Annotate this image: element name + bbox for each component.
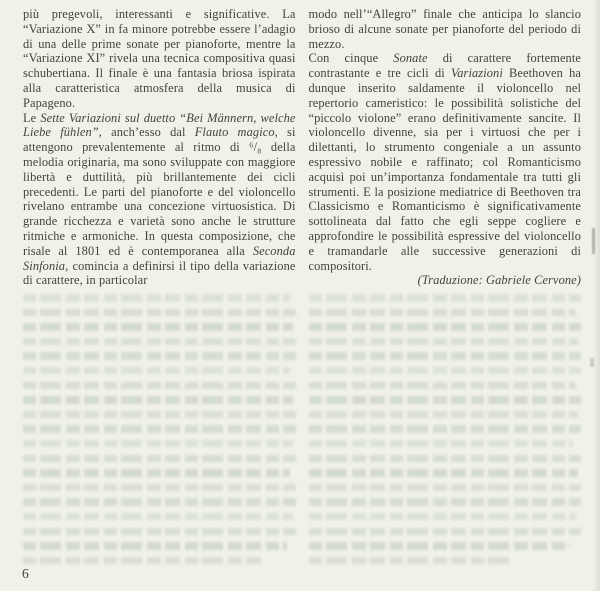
ghost-line [23,528,296,536]
paragraph: più pregevoli, interessanti e significative. La “Variazione X” in fa minore potrebbe essere l’adagio di una delle prime sonate per pianoforte, mentre la “Variazione XI” rivela una tecnica compositiva quasi schubertiana. Il finale è una fantasia briosa ispirata alla caratteristica atmosfera della musica di Papageno. [23,7,296,110]
text-column-right [309,7,582,288]
ghost-line [309,396,582,404]
ghost-line [23,411,296,419]
ghost-line [23,382,296,390]
ghost-line [23,367,290,375]
ghost-line [23,352,296,360]
ghost-line [309,338,579,346]
ghost-line [309,542,571,550]
bleed-through-column-left [23,294,296,571]
paragraph: Con cinque Sonate di carattere fortemente contrastante e tre cicli di Variazioni Beethoven ha dunque inserito saldamente il violoncello nel repertorio cameristico: le possibilità solistiche del “piccolo violone” erano definitivamente sancite. Il violoncello divenne, sia per i virtuosi che per i dilettanti, lo strumento congeniale a un assunto espressivo nobile e raffinato; col Romanticismo acquisì poi un’importanza fondamentale tra tutti gli strumenti. E la posizione mediatrice di Beethoven tra Classicismo e Romanticismo è significativamente sottolineata dal fatto che egli seppe cogliere e approfondire le possibilità espressive del violoncello e tramandarle alle successive generazioni di compositori. [308,51,581,273]
ghost-line [23,455,296,463]
ghost-line [23,440,293,448]
ghost-line [23,498,296,506]
ghost-line [23,469,290,477]
ghost-line [309,498,582,506]
ghost-line [309,557,511,565]
ghost-line [309,323,582,331]
bleed-through-column-right [309,294,582,571]
ghost-line [309,411,579,419]
ghost-line [309,440,573,448]
ghost-line [309,484,582,492]
text-columns [23,7,581,288]
ghost-line [23,323,293,331]
ghost-line [23,513,293,521]
paragraph: modo nell’“Allegro” finale che anticipa lo slancio brioso di alcune sonate per pianoforte del periodo di mezzo. [308,7,581,51]
ghost-line [23,557,263,565]
ghost-line [309,513,576,521]
ghost-line [309,528,582,536]
scan-artifact [592,228,595,254]
paragraph: Le Sette Variazioni sul duetto “Bei Männern, welche Liebe fühlen”, anch’esso dal Flauto magico, si attengono prevalentemente al ritmo di ⁶/₈ della melodia originaria, ma sono sviluppate con maggiore libertà e duttilità, più brillantemente dei cicli precedenti. Le parti del pianoforte e del violoncello rivelano entrambe una concezione virtuosistica. Di grande ricchezza e varietà sono anche le strutture ritmiche e armoniche. In questa composizione, che risale al 1801 ed è contemporanea alla Seconda Sinfonia, comincia a definirsi il tipo della variazione di carattere, in particolar [23,110,296,288]
ghost-line [23,542,287,550]
ghost-line [309,455,582,463]
page-edge-shadow [593,0,600,591]
text-column-left [23,7,296,288]
ghost-line [23,338,296,346]
translation-credit: (Traduzione: Gabriele Cervone) [417,273,581,288]
page-number: 6 [22,566,29,581]
ghost-line [23,484,296,492]
ghost-line [309,309,576,317]
ghost-line [23,425,296,433]
ghost-line [309,367,582,375]
bleed-through-text [23,294,581,571]
ghost-line [23,309,296,317]
scan-artifact [590,358,594,367]
ghost-line [23,294,290,302]
ghost-line [309,352,582,360]
ghost-line [309,425,582,433]
ghost-line [309,294,582,302]
ghost-line [23,396,293,404]
ghost-line [309,469,579,477]
ghost-line [309,382,576,390]
